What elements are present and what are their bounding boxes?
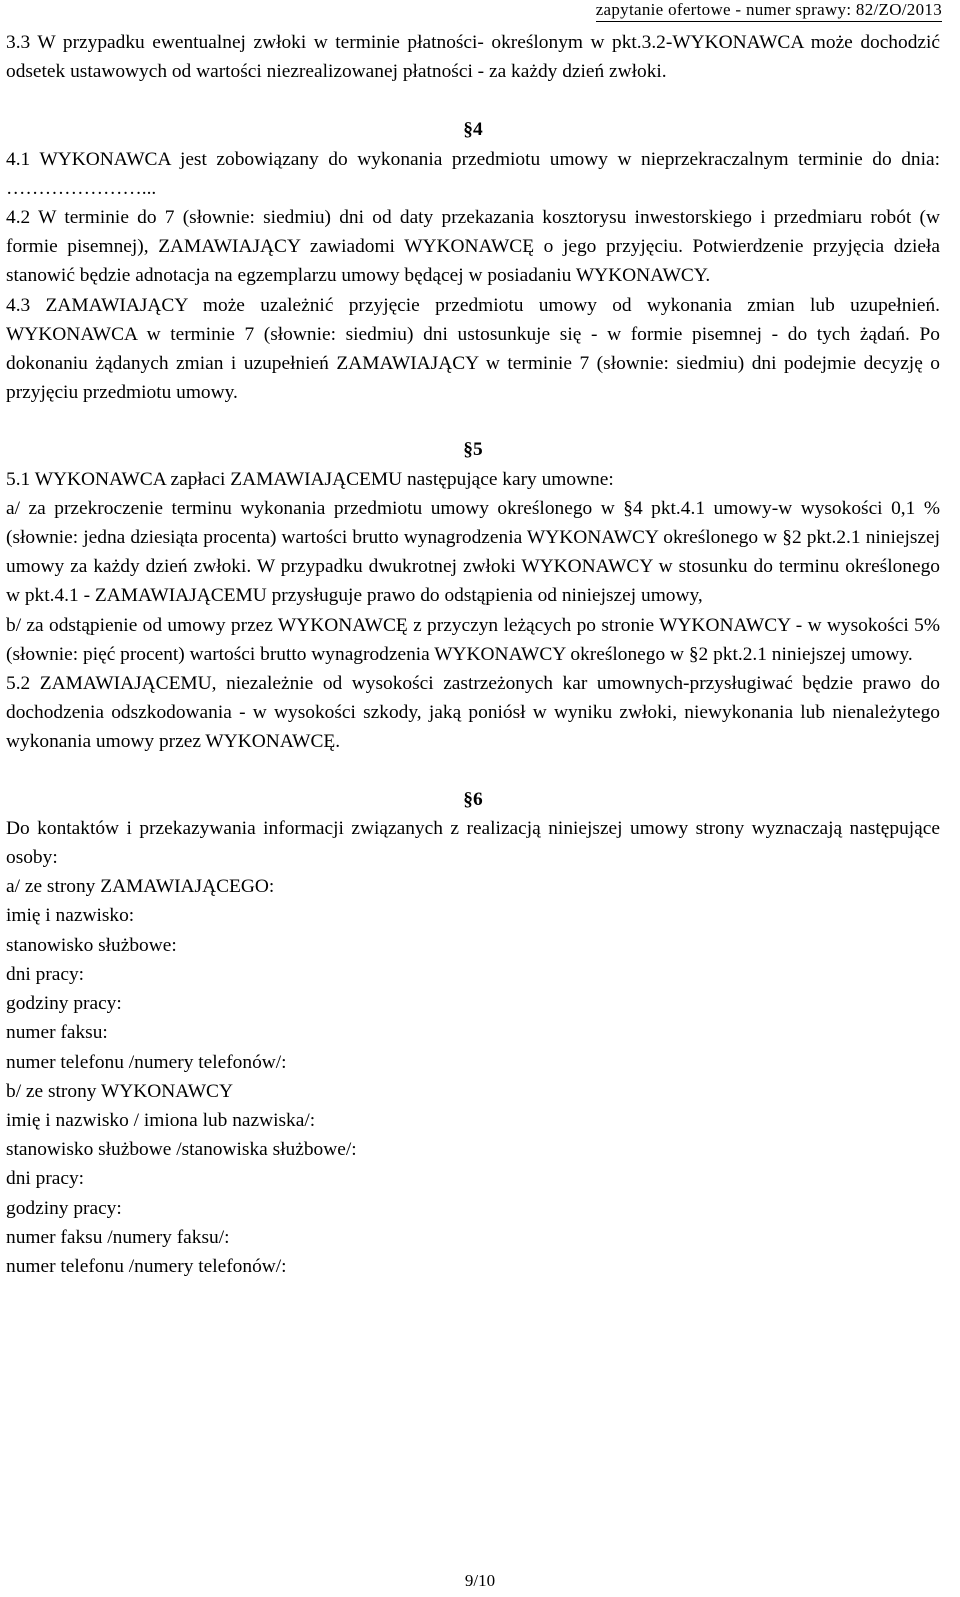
contact-field: godziny pracy: xyxy=(6,1197,122,1219)
paragraph-5-1-b: b/ za odstąpienie od umowy przez WYKONAWCĘ z przyczyn leżących po stronie WYKONAWCY - w wysokości 5% (słownie: pięć procent) wartości brutto wynagrodzenia WYKONAWCY określonego w §2 pkt.2.1 niniejszej umowy. xyxy=(6,614,940,665)
contact-field: imię i nazwisko / imiona lub nazwiska/: xyxy=(6,1109,316,1131)
section-heading-6: §6 xyxy=(463,788,483,810)
paragraph-4-2: 4.2 W terminie do 7 (słownie: siedmiu) dni od daty przekazania kosztorysu inwestorskiego i przedmiaru robót (w formie pisemnej), ZAMAWIAJĄCY zawiadomi WYKONAWCĘ o jego przyjęciu. Potwierdzenie przyjęcia dzieła stanowić będzie adnotacja na egzemplarzu umowy będącej w posiadaniu WYKONAWCY. xyxy=(6,207,940,287)
paragraph-5-1: 5.1 WYKONAWCA zapłaci ZAMAWIAJĄCEMU następujące kary umowne: xyxy=(6,468,614,490)
contact-field: dni pracy: xyxy=(6,963,85,985)
paragraph-5-1-a: a/ za przekroczenie terminu wykonania przedmiotu umowy określonego w §4 pkt.4.1 umowy-w wysokości 0,1 % (słownie: jedna dziesiąta procenta) wartości brutto wynagrodzenia WYKONAWCY określonego w §2 pkt.2.1 niniejszej umowy za każdy dzień zwłoki. W przypadku dwukrotnej zwłoki WYKONAWCY w stosunku do terminu określonego w pkt.4.1 - ZAMAWIAJĄCEMU przysługuje prawo do odstąpienia od niniejszej umowy, xyxy=(6,497,940,607)
contact-field: imię i nazwisko: xyxy=(6,905,135,927)
page-header: zapytanie ofertowe - numer sprawy: 82/ZO/2013 xyxy=(596,0,942,22)
page-number: 9/10 xyxy=(464,1571,496,1590)
contact-field: numer telefonu /numery telefonów/: xyxy=(6,1255,287,1277)
contact-field: numer faksu /numery faksu/: xyxy=(6,1226,230,1248)
contact-field: godziny pracy: xyxy=(6,993,122,1015)
section-heading-4: §4 xyxy=(463,119,483,141)
contact-field: numer telefonu /numery telefonów/: xyxy=(6,1051,287,1073)
paragraph-3-3: 3.3 W przypadku ewentualnej zwłoki w terminie płatności- określonym w pkt.3.2-WYKONAWCA może dochodzić odsetek ustawowych od wartości niezrealizowanej płatności - za każdy dzień zwłoki. xyxy=(6,32,940,83)
contacts-b-heading: b/ ze strony WYKONAWCY xyxy=(6,1080,233,1102)
paragraph-4-3: 4.3 ZAMAWIAJĄCY może uzależnić przyjęcie przedmiotu umowy od wykonania zmian lub uzupełnień. WYKONAWCA w terminie 7 (słownie: siedmiu) dni ustosunkuje się - w formie pisemnej - do tych żądań. Po dokonaniu żądanych zmian i uzupełnień ZAMAWIAJĄCY w terminie 7 (słownie: siedmiu) dni podejmie decyzję o przyjęciu przedmiotu umowy. xyxy=(6,294,940,404)
paragraph-6-intro: Do kontaktów i przekazywania informacji związanych z realizacją niniejszej umowy strony wyznaczają następujące osoby: xyxy=(6,817,940,869)
contacts-list xyxy=(6,872,940,1281)
contact-field: stanowisko służbowe /stanowiska służbowe/: xyxy=(6,1139,357,1161)
paragraph-4-1: 4.1 WYKONAWCA jest zobowiązany do wykonania przedmiotu umowy w nieprzekraczalnym terminie do dnia: …………………... xyxy=(6,148,940,199)
contacts-a-heading: a/ ze strony ZAMAWIAJĄCEGO: xyxy=(6,876,275,898)
section-heading-5: §5 xyxy=(463,439,483,461)
contact-field: numer faksu: xyxy=(6,1022,108,1044)
contact-field: dni pracy: xyxy=(6,1168,85,1190)
contact-field: stanowisko służbowe: xyxy=(6,934,177,956)
paragraph-5-2: 5.2 ZAMAWIAJĄCEMU, niezależnie od wysokości zastrzeżonych kar umownych-przysługiwać będzie prawo do dochodzenia odszkodowania - w wysokości szkody, jaką poniósł w wyniku zwłoki, niewykonania lub nienależytego wykonania umowy przez WYKONAWCĘ. xyxy=(6,673,940,753)
document-body xyxy=(6,28,940,1281)
